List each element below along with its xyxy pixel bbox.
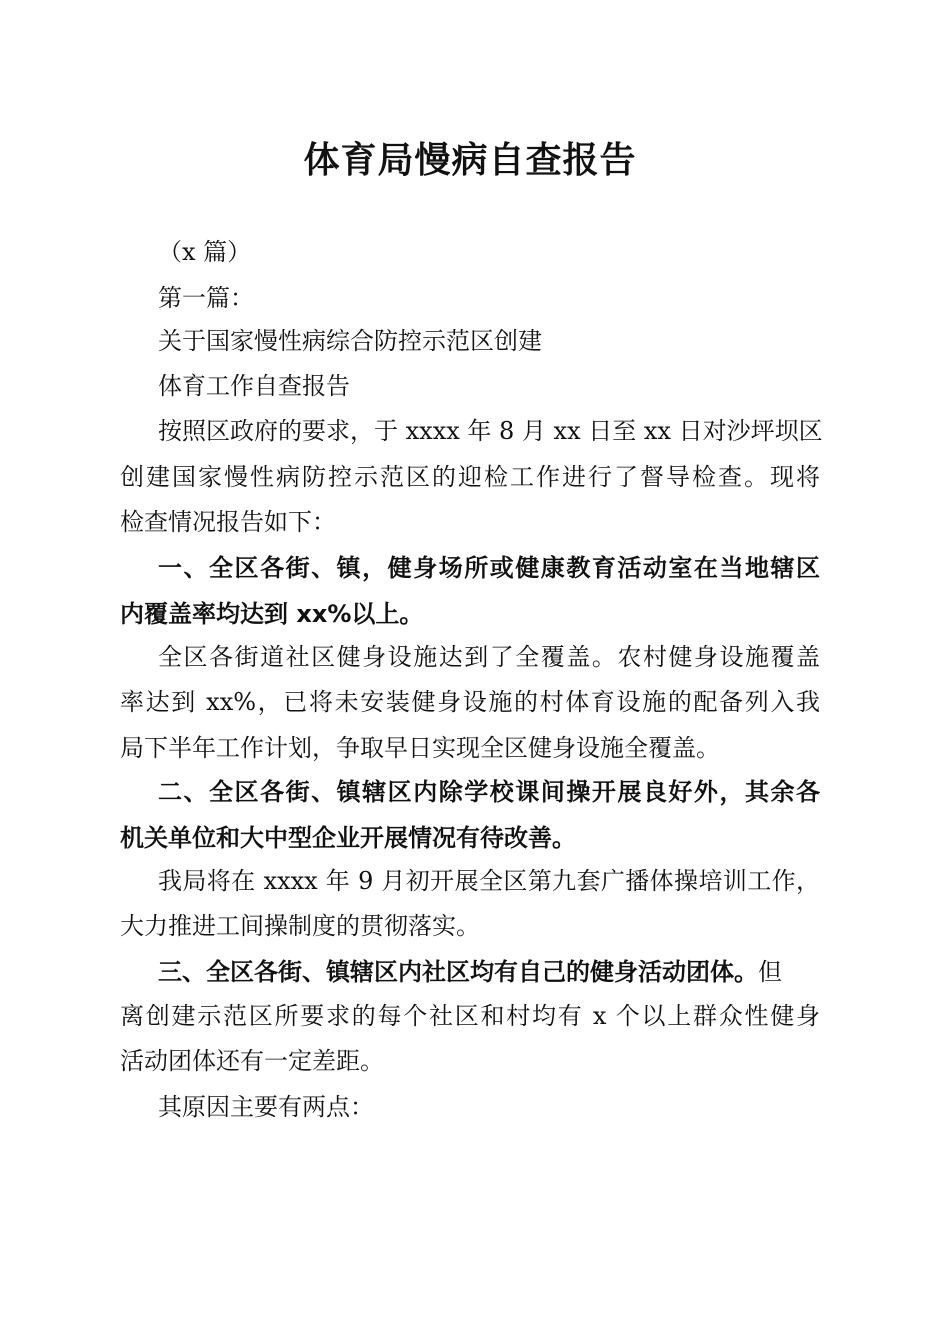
intro-line: 按照区政府的要求，于 xxxx 年 8 月 xx 日至 xx 日对沙坪坝区	[158, 417, 823, 445]
intro-line: 创建国家慢性病防控示范区的迎检工作进行了督导检查。现将	[120, 463, 820, 491]
section-3-body-line: 活动团体还有一定差距。	[120, 1047, 384, 1075]
count-note: （x 篇）	[158, 238, 252, 266]
subtitle-line-2: 体育工作自查报告	[158, 372, 350, 400]
section-3-body-line: 离创建示范区所要求的每个社区和村均有 x 个以上群众性健身	[120, 1002, 820, 1030]
section-1-body-line: 率达到 xx%，已将未安装健身设施的村体育设施的配备列入我	[120, 688, 820, 716]
subtitle-line-1: 关于国家慢性病综合防控示范区创建	[158, 327, 542, 355]
section-1-body-line: 全区各街道社区健身设施达到了全覆盖。农村健身设施覆盖	[158, 643, 820, 671]
document-title: 体育局慢病自查报告	[303, 139, 637, 181]
section-3-body-start: 但	[758, 958, 782, 986]
section-2-body-line: 我局将在 xxxx 年 9 月初开展全区第九套广播体操培训工作，	[158, 867, 820, 895]
part-label: 第一篇：	[158, 284, 254, 312]
section-2-body-line: 大力推进工间操制度的贯彻落实。	[120, 912, 480, 940]
section-1-body-line: 局下半年工作计划，争取早日实现全区健身设施全覆盖。	[120, 734, 720, 762]
section-3-first-line	[158, 955, 782, 989]
section-2-heading-line: 机关单位和大中型企业开展情况有待改善。	[120, 824, 576, 852]
section-1-heading-line: 一、全区各街、镇，健身场所或健康教育活动室在当地辖区	[158, 554, 820, 582]
section-3-heading: 三、全区各街、镇辖区内社区均有自己的健身活动团体。	[158, 958, 758, 986]
section-1-heading-line: 内覆盖率均达到 xx%以上。	[120, 600, 424, 628]
intro-line: 检查情况报告如下：	[120, 508, 336, 536]
section-2-heading-line: 二、全区各街、镇辖区内除学校课间操开展良好外，其余各	[158, 778, 820, 806]
reasons-intro: 其原因主要有两点：	[158, 1093, 374, 1121]
